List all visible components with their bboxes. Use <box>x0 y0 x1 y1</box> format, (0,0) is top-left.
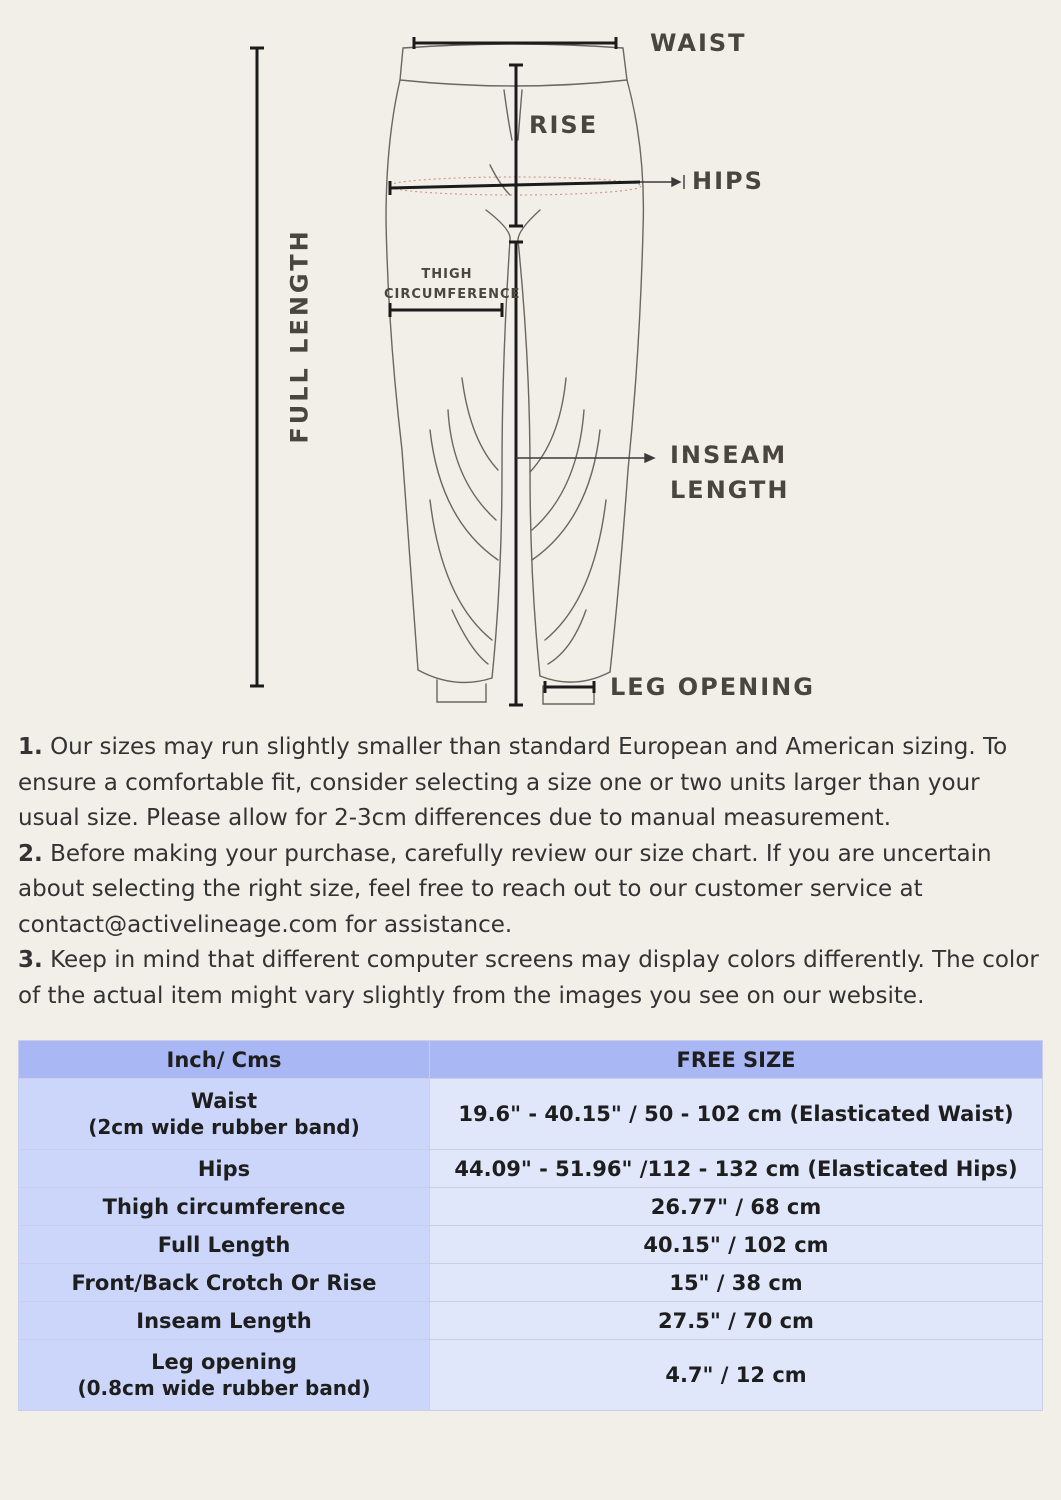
row-label: Full Length <box>19 1226 430 1264</box>
inseam-label-line2: LENGTH <box>670 476 790 504</box>
note-3 <box>18 943 1048 1014</box>
sizing-notes <box>18 730 1048 1014</box>
row-sub: (2cm wide rubber band) <box>88 1115 360 1139</box>
note-number: 1. <box>18 734 43 760</box>
size-chart-table <box>18 1040 1043 1411</box>
row-sub: (0.8cm wide rubber band) <box>77 1376 371 1400</box>
row-label: Inseam Length <box>19 1302 430 1340</box>
table-header-row <box>19 1041 1043 1079</box>
table-row <box>19 1302 1043 1340</box>
row-label <box>19 1079 430 1150</box>
note-2 <box>18 837 1048 944</box>
row-value: 19.6" - 40.15" / 50 - 102 cm (Elasticated Waist) <box>430 1079 1043 1150</box>
header-measurement: Inch/ Cms <box>19 1041 430 1079</box>
table-row <box>19 1264 1043 1302</box>
thigh-label-line2: CIRCUMFERENCE <box>384 286 521 302</box>
rise-label: RISE <box>529 111 599 139</box>
row-value: 44.09" - 51.96" /112 - 132 cm (Elasticated Hips) <box>430 1150 1043 1188</box>
note-number: 3. <box>18 947 43 973</box>
row-value: 40.15" / 102 cm <box>430 1226 1043 1264</box>
thigh-circumference-label <box>384 265 521 304</box>
table-row <box>19 1150 1043 1188</box>
table-row <box>19 1079 1043 1150</box>
note-text: Keep in mind that different computer screens may display colors differently. The color of the actual item might vary slightly from the images you see on our website. <box>18 947 1039 1009</box>
row-label: Hips <box>19 1150 430 1188</box>
row-label: Front/Back Crotch Or Rise <box>19 1264 430 1302</box>
table-row <box>19 1188 1043 1226</box>
pants-measurement-diagram <box>0 0 1061 720</box>
thigh-label-line1: THIGH <box>421 267 473 282</box>
row-value: 15" / 38 cm <box>430 1264 1043 1302</box>
table-row <box>19 1226 1043 1264</box>
header-free-size: FREE SIZE <box>430 1041 1043 1079</box>
waist-label: WAIST <box>650 29 747 57</box>
inseam-length-label <box>670 438 790 508</box>
note-number: 2. <box>18 840 43 867</box>
note-text: Our sizes may run slightly smaller than standard European and American sizing. To ensure a comfortable fit, consider selecting a size one or two units larger than your usual size. Please allow for 2-3cm differences due to manual measurement. <box>18 734 1008 831</box>
note-text: Before making your purchase, carefully review our size chart. If you are uncertain about selecting the right size, feel free to reach out to our customer service at contact@activelineage.com for assistance. <box>18 840 992 938</box>
inseam-label-line1: INSEAM <box>670 441 788 469</box>
hips-label: HIPS <box>692 167 764 195</box>
note-1 <box>18 730 1048 837</box>
row-name: Waist <box>190 1089 258 1113</box>
row-label: Thigh circumference <box>19 1188 430 1226</box>
row-value: 26.77" / 68 cm <box>430 1188 1043 1226</box>
row-label <box>19 1340 430 1411</box>
row-value: 27.5" / 70 cm <box>430 1302 1043 1340</box>
row-value: 4.7" / 12 cm <box>430 1340 1043 1411</box>
row-name: Leg opening <box>151 1350 297 1374</box>
leg-opening-label: LEG OPENING <box>610 673 815 701</box>
full-length-label: FULL LENGTH <box>285 228 314 444</box>
table-row <box>19 1340 1043 1411</box>
